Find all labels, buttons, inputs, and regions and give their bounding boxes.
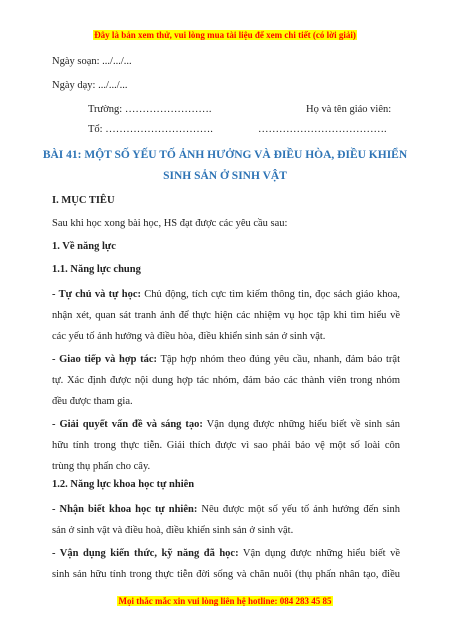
date-taught: Ngày dạy: .../.../... [52,80,128,91]
header-banner-wrap [0,25,450,43]
teacher-field: Họ và tên giáo viên: [306,104,392,115]
p5-line1: Vận dụng được những hiểu biết về [238,548,400,559]
paragraph-problem-solving [52,414,400,477]
footer-banner: Mọi thắc mắc xin vui lòng liên hệ hotline: 084 283 45 85 [118,596,332,606]
p3-line2: hữu tính trong thực tiễn. Giải thích được vì sao phải bảo vệ một số loài côn [52,440,400,451]
label-science-recognition: - Nhận biết khoa học tự nhiên: [52,504,198,515]
p4-line1: Nêu được một số yếu tố ảnh hưởng đến sinh [197,504,400,515]
paragraph-self-study [52,284,400,347]
teacher-blank: ………………………………. [258,124,387,135]
p1-line1: Chủ động, tích cực tìm kiếm thông tin, đọc sách giáo khoa, [140,289,400,300]
subheading-competency: 1. Về năng lực [52,241,116,252]
p4-line2: sản ở sinh vật và điều hoà, điều khiển sinh sản ở sinh vật. [52,525,294,536]
p3-line1: Vận dụng được những hiểu biết về sinh sản [202,419,400,430]
lesson-title-line2: SINH SẢN Ở SINH VẬT [163,170,287,182]
school-field: Trường: ……………………. [88,104,212,115]
intro-text: Sau khi học xong bài học, HS đạt được các yêu cầu sau: [52,218,288,229]
paragraph-science-recognition [52,499,400,541]
header-banner: Đây là bản xem thử, vui lòng mua tài liệu để xem chi tiết (có lời giải) [94,30,356,40]
label-communication: - Giao tiếp và hợp tác: [52,354,158,365]
label-self-study: - Tự chủ và tự học: [52,289,141,300]
subheading-science-competency: 1.2. Năng lực khoa học tự nhiên [52,479,195,490]
lesson-title-line1: BÀI 41: MỘT SỐ YẾU TỐ ẢNH HƯỞNG VÀ ĐIỀU HÒA, ĐIỀU KHIỂN [42,149,408,161]
p2-line3: đều được tham gia. [52,396,133,407]
label-application: - Vận dụng kiến thức, kỹ năng đã học: [52,548,239,559]
footer-banner-wrap [0,591,450,609]
group-field: Tổ: …………………………. [88,124,213,135]
p2-line1: Tập hợp nhóm theo đúng yêu cầu, nhanh, đảm bảo trật [157,354,400,365]
paragraph-application [52,543,400,585]
date-prepared: Ngày soạn: .../.../... [52,56,132,67]
p1-line2: nhận xét, quan sát tranh ảnh để thực hiện các nhiệm vụ học tập khi tìm hiểu về [52,310,400,321]
paragraph-communication [52,349,400,412]
label-problem-solving: - Giải quyết vấn đề và sáng tạo: [52,419,203,430]
section-heading: I. MỤC TIÊU [52,195,115,206]
p5-line2: sinh sản hữu tính trong thực tiễn đời sống và chăn nuôi (thụ phấn nhân tạo, điều [52,569,400,580]
p3-line3: trùng thụ phấn cho cây. [52,461,151,472]
subheading-general-competency: 1.1. Năng lực chung [52,264,141,275]
p1-line3: các yếu tố ảnh hưởng và điều hòa, điều khiển sinh sản ở sinh vật. [52,331,326,342]
p2-line2: tự. Xác định được nội dung hợp tác nhóm, đảm bảo các thành viên trong nhóm [52,375,400,386]
